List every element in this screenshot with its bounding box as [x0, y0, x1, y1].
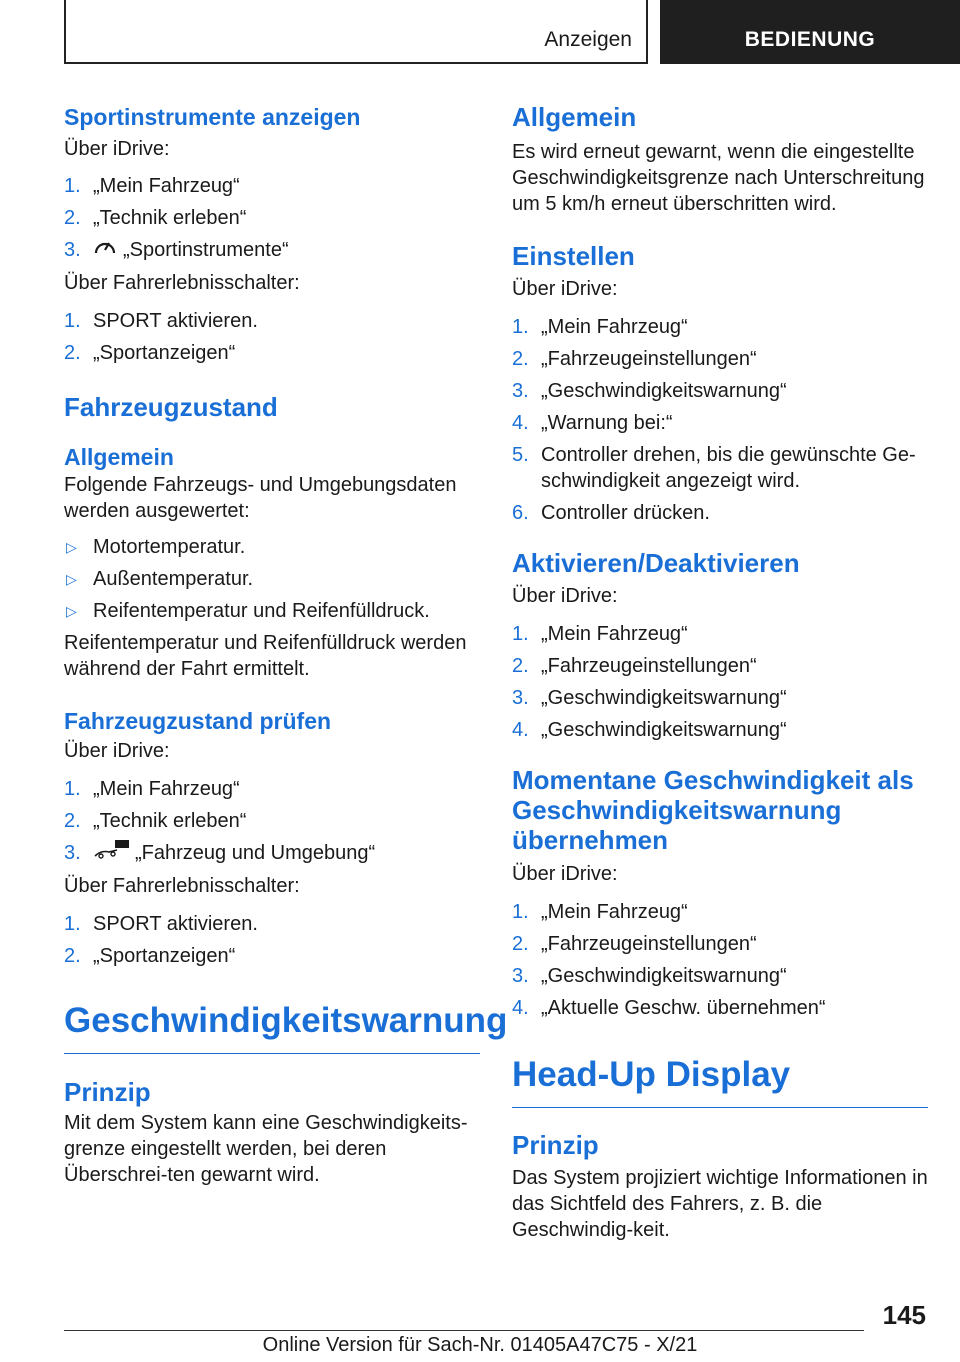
- list-item: 1. SPORT aktivieren.: [64, 310, 258, 333]
- list-item: 2. „Technik erleben“: [64, 207, 247, 229]
- current-speed-steps: [512, 899, 928, 1021]
- vehicle-state-heading: Fahrzeugzustand: [64, 392, 278, 423]
- list-item: 1. „Mein Fahrzeug“: [64, 175, 240, 197]
- sport-instruments-heading: Sportinstrumente anzeigen: [64, 104, 361, 130]
- list-item: 2. „Fahrzeugeinstellungen“: [512, 348, 757, 370]
- list-item: 1. SPORT aktivieren.: [64, 913, 258, 936]
- hud-principle-heading: Prinzip: [512, 1130, 599, 1160]
- general-text-right: Es wird erneut gewarnt, wenn die eingestellte Geschwindigkeitsgrenze nach Unterschreitung um 5 km/h erneut überschritten wird.: [512, 141, 925, 215]
- list-item: 4. „Geschwindigkeitswarnung“: [512, 719, 787, 741]
- header-section-title: Anzeigen: [544, 28, 632, 51]
- set-steps: [512, 314, 928, 526]
- principle-text: Mit dem System kann eine Geschwindigkeits-grenze eingestellt werden, bei deren Überschrei-ten gewarnt wird.: [64, 1112, 468, 1187]
- activate-heading: Aktivieren/Deaktivieren: [512, 548, 800, 578]
- list-item: 3. „Geschwindigkeitswarnung“: [512, 380, 787, 402]
- list-item: 4. „Warnung bei:“: [512, 412, 673, 434]
- sport-idrive-steps: [64, 173, 480, 264]
- list-item: 2. „Fahrzeugeinstellungen“: [512, 655, 757, 677]
- car-ok-icon: [93, 840, 129, 867]
- general-note: Reifentemperatur und Reifenfülldruck werden während der Fahrt ermittelt.: [64, 632, 467, 681]
- list-item: 6. Controller drücken.: [512, 502, 710, 524]
- list-item: 1. „Mein Fahrzeug“: [512, 623, 688, 645]
- principle-heading: Prinzip: [64, 1077, 151, 1108]
- general-heading-right: Allgemein: [512, 102, 637, 132]
- list-item: 3. „Geschwindigkeitswarnung“: [512, 965, 787, 987]
- sport-idrive-label: Über iDrive:: [64, 138, 170, 160]
- list-item: 1. „Mein Fahrzeug“: [512, 901, 688, 923]
- check-idrive-steps: [64, 776, 480, 867]
- list-item: ▷ Reifentemperatur und Reifenfülldruck.: [66, 600, 430, 623]
- list-item: 4. „Aktuelle Geschw. übernehmen“: [512, 997, 826, 1019]
- list-item: 3. „Sportinstrumente“: [64, 237, 480, 264]
- list-item: 5. Controller drehen, bis die gewünschte Ge-schwindigkeit angezeigt wird.: [512, 444, 916, 492]
- general-items: [64, 534, 480, 624]
- activate-idrive-label: Über iDrive:: [512, 585, 618, 607]
- header-section-box: [64, 0, 648, 64]
- sport-switch-label: Über Fahrerlebnisschalter:: [64, 272, 300, 295]
- list-item: 2. „Fahrzeugeinstellungen“: [512, 933, 757, 955]
- current-speed-heading: Momentane Geschwindigkeit als Geschwindigkeitswarnung übernehmen: [512, 765, 914, 855]
- check-idrive-label: Über iDrive:: [64, 740, 170, 763]
- activate-steps: [512, 621, 928, 743]
- speed-warning-heading: Geschwindigkeitswarnung: [64, 997, 480, 1054]
- set-idrive-label: Über iDrive:: [512, 278, 618, 300]
- list-item: 1. „Mein Fahrzeug“: [512, 316, 688, 338]
- general-heading: Allgemein: [64, 444, 174, 471]
- list-item: ▷ Außentemperatur.: [66, 568, 254, 591]
- list-item: 3. „Fahrzeug und Umgebung“: [64, 840, 480, 867]
- sport-switch-steps: [64, 308, 480, 366]
- list-item: 2. „Sportanzeigen“: [64, 945, 236, 968]
- left-column: [64, 102, 508, 1188]
- check-state-heading: Fahrzeugzustand prüfen: [64, 708, 332, 735]
- list-item: 1. „Mein Fahrzeug“: [64, 778, 240, 801]
- list-item: 3. „Geschwindigkeitswarnung“: [512, 687, 787, 709]
- list-item: ▷ Motortemperatur.: [66, 536, 246, 559]
- list-item: 2. „Technik erleben“: [64, 810, 247, 833]
- footer-divider: [64, 1330, 864, 1331]
- list-item: 2. „Sportanzeigen“: [64, 342, 236, 365]
- page-number: 145: [882, 1300, 926, 1330]
- general-text: Folgende Fahrzeugs- und Umgebungsdaten werden ausgewertet:: [64, 474, 457, 523]
- current-speed-idrive-label: Über iDrive:: [512, 863, 618, 885]
- gauge-icon: [93, 237, 117, 264]
- check-switch-steps: [64, 911, 480, 969]
- head-up-display-heading: Head-Up Display: [512, 1051, 928, 1108]
- set-heading: Einstellen: [512, 241, 635, 271]
- header-chapter-title: BEDIENUNG: [744, 28, 876, 51]
- hud-principle-text: Das System projiziert wichtige Informationen in das Sichtfeld des Fahrers, z. B. die Geschwindig-keit.: [512, 1167, 928, 1241]
- header-chapter-box: [660, 0, 960, 64]
- check-switch-label: Über Fahrerlebnisschalter:: [64, 875, 300, 898]
- right-column: [512, 102, 928, 1243]
- footer-text: Online Version für Sach-Nr. 01405A47C75 - X/21: [262, 1334, 698, 1356]
